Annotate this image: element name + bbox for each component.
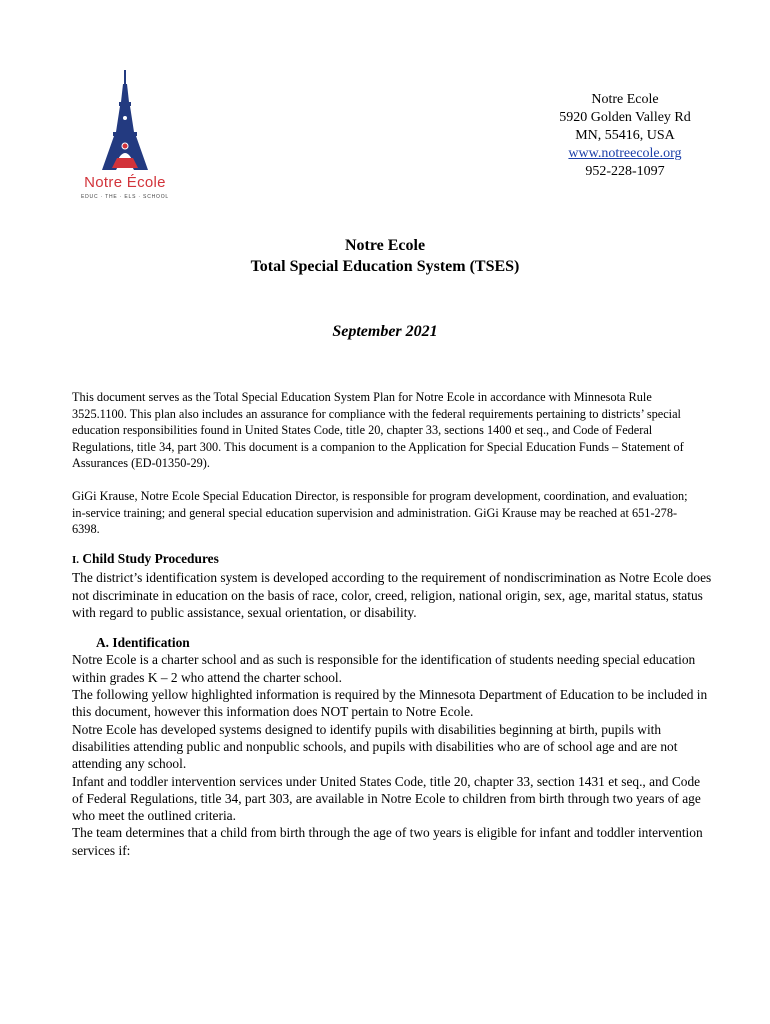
subsection-paragraph: The team determines that a child from birth through the age of two years is eligible for infant and toddler intervention services if: [72,825,703,858]
address-name: Notre Ecole [591,92,659,107]
intro-paragraph-2: GiGi Krause, Notre Ecole Special Education Director, is responsible for program development, coordination, and evaluation; in-service training; and general special education supervision and administration. GiGi Krause may be reached at 651-278-6398. [72,489,688,536]
address-phone: 952-228-1097 [585,164,665,179]
eiffel-tower-icon [100,70,150,172]
address-block [540,91,710,181]
document-date: September 2021 [332,323,438,340]
intro-paragraph-1: This document serves as the Total Special Education System Plan for Notre Ecole in accordance with Minnesota Rule 3525.1100. This plan also includes an assurance for compliance with the federal requirements pertaining to districts’ special education responsibilities found in United States Code, title 20, chapter 33, sections 1400 et seq., and Code of Federal Regulations, title 34, part 300. This document is a companion to the Application for Special Education Funds – Statement of Assurances (ED-01350-29). [72,390,684,470]
address-city: MN, 55416, USA [575,128,675,143]
address-street: 5920 Golden Valley Rd [559,110,691,125]
section-heading [72,550,712,569]
document-title [0,235,770,277]
title-line-1: Notre Ecole [344,237,426,254]
subsection-paragraph: The following yellow highlighted information is required by the Minnesota Department of Education to be included in this document, however this information does NOT pertain to Notre Ecole. [72,687,708,720]
logo-wordmark: Notre École [84,174,166,191]
logo-tagline: EDUC · THE · ELS · SCHOOL [81,194,169,200]
section-number: I. [72,554,80,566]
subsection-paragraph: Notre Ecole is a charter school and as such is responsible for the identification of students needing special education within grades K – 2 who attend the charter school. [72,652,696,685]
school-logo [70,70,180,205]
subsection-heading: A. Identification [96,635,190,651]
section-paragraph: The district’s identification system is developed according to the requirement of nondiscrimination as Notre Ecole does not discriminate in education on the basis of race, color, creed, religion, national origin, sex, age, marital status, status with regard to public assistance, sexual orientation, or disability. [72,570,712,620]
website-link[interactable]: www.notreecole.org [568,146,682,161]
title-line-2: Total Special Education System (TSES) [250,258,520,275]
section-title: Child Study Procedures [82,551,219,566]
main-content [72,550,712,859]
subsection-paragraph: Notre Ecole has developed systems designed to identify pupils with disabilities beginning at birth, pupils with disabilities attending public and nonpublic schools, and pupils with disabilities who are of school age and are not attending any school. [72,721,678,772]
subsection-paragraph: Infant and toddler intervention services under United States Code, title 20, chapter 33, section 1431 et seq., and Code of Federal Regulations, title 34, part 303, are available in Notre Ecole to children from birth through two years of age who meet the outlined criteria. [72,773,701,824]
